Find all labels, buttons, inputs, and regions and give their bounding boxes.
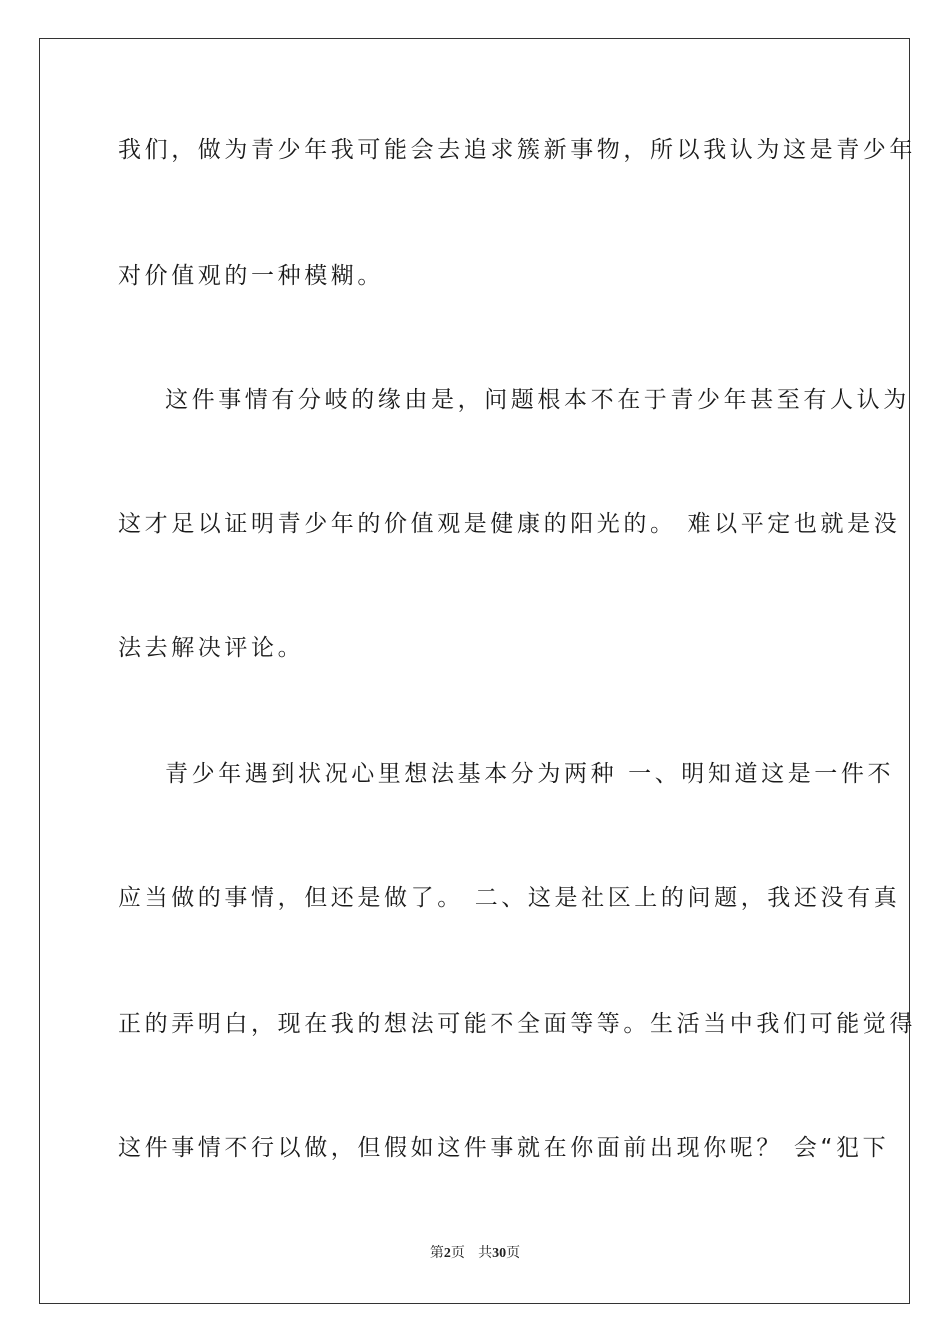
text-line-8: 正的弄明白，现在我的想法可能不全面等等。生活当中我们可能觉得 bbox=[118, 1011, 916, 1037]
text-line-4: 这才足以证明青少年的价值观是健康的阳光的。 难以平定也就是没 bbox=[118, 511, 901, 537]
text-line-2: 对价值观的一种模糊。 bbox=[118, 263, 384, 289]
text-line-3: 这件事情有分岐的缘由是，问题根本不在于青少年甚至有人认为 bbox=[165, 387, 910, 413]
total-pages-number: 30 bbox=[492, 1246, 507, 1261]
text-line-9: 这件事情不行以做，但假如这件事就在你面前出现你呢？ 会“犯下 bbox=[118, 1135, 890, 1161]
total-prefix: 共 bbox=[478, 1245, 493, 1261]
current-page-number: 2 bbox=[443, 1246, 451, 1261]
page-suffix: 页 bbox=[450, 1245, 465, 1261]
page-footer bbox=[0, 1244, 950, 1263]
page-border bbox=[39, 38, 916, 1304]
total-suffix: 页 bbox=[506, 1245, 521, 1261]
page-prefix: 第 bbox=[429, 1245, 444, 1261]
text-line-5: 法去解决评论。 bbox=[118, 635, 305, 661]
text-line-1: 我们，做为青少年我可能会去追求簇新事物，所以我认为这是青少年 bbox=[118, 137, 916, 163]
text-line-6: 青少年遇到状况心里想法基本分为两种 一、明知道这是一件不 bbox=[165, 761, 895, 787]
text-line-7: 应当做的事情，但还是做了。 二、这是社区上的问题，我还没有真 bbox=[118, 885, 901, 911]
